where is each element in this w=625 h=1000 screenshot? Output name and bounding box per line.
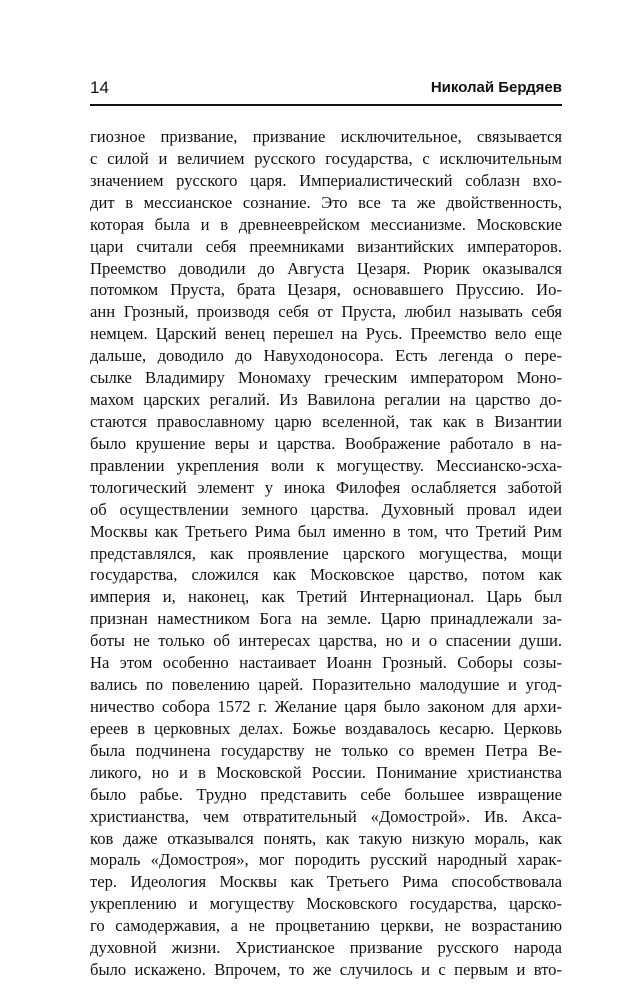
text-line: тологический элемент у инока Филофея ослабляется заботой [90,477,562,497]
text-line: было искажено. Впрочем, то же случилось и с первым и вто- [90,960,562,980]
text-line: гиозное призвание, призвание исключительное, связывается [90,127,562,146]
text-line: ничество собора 1572 г. Желание царя было законом для архи- [90,696,562,716]
text-line: правлении укрепления воли к могуществу. Мессианско-эсха- [90,455,562,475]
text-line: была подчинена государству не только со времен Петра Ве- [90,740,562,760]
text-line: потомком Пруста, брата Цезаря, основавшего Пруссию. Ио- [90,280,562,300]
text-line: духовной жизни. Христианское призвание русского народа [90,938,562,958]
running-head [90,78,562,100]
text-line: дальше, доводило до Навуходоносора. Есть легенда о пере- [90,346,562,366]
text-line: государства, сложился как Московское царство, потом как [90,565,562,585]
text-line: На этом особенно настаивает Иоанн Грозный. Соборы созы- [90,653,562,673]
text-line: немцем. Царский венец перешел на Русь. Преемство вело еще [90,324,562,344]
header-rule [90,104,562,106]
text-line: анн Грозный, производя себя от Пруста, любил называть себя [90,302,562,322]
text-line: ликого, но и в Московской России. Понимание христианства [90,762,562,782]
text-line: представлялся, как проявление царского могущества, мощи [90,543,562,563]
text-line: об осуществлении земного царства. Духовный провал идеи [90,499,562,519]
page-number: 14 [90,78,109,97]
text-line: стаются православному царю вселенной, так как в Византии [90,411,562,431]
text-line: сылке Владимиру Мономаху греческим императором Моно- [90,368,562,388]
text-line: укреплению и могуществу Московского государства, царско- [90,894,562,914]
running-head-author: Николай Бердяев [430,79,562,96]
text-line: махом царских регалий. Из Вавилона регалии на царство до- [90,390,562,410]
text-line: Преемство доводили до Августа Цезаря. Рюрик оказывался [90,258,562,278]
text-line: было рабье. Трудно представить себе большее извращение [90,784,562,804]
text-line: ереев в церковных делах. Божье воздавалось кесарю. Церковь [90,718,562,738]
text-line: вались по повелению царей. Поразительно малодушие и угод- [90,675,562,695]
text-line: значением русского царя. Империалистический соблазн вхо- [90,170,562,190]
body-text [90,126,562,981]
text-line: которая была и в древнееврейском мессианизме. Московские [90,214,562,234]
text-line: цари считали себя преемниками византийских императоров. [90,236,562,256]
text-line: христианства, чем отвратительный «Домострой». Ив. Акса- [90,806,562,826]
text-line: го самодержавия, а не процветанию церкви, не возрастанию [90,916,562,936]
text-line: признан наместником Бога на земле. Царю принадлежали за- [90,609,562,629]
text-line: боты не только об интересах царства, но и о спасении души. [90,631,562,651]
text-line: тер. Идеология Москвы как Третьего Рима способствовала [90,872,562,892]
text-line: дит в мессианское сознание. Это все та же двойственность, [90,192,562,212]
text-line: с силой и величием русского государства, с исключительным [90,148,562,168]
text-line: империя и, наконец, как Третий Интернационал. Царь был [90,587,562,607]
text-line: ков даже отказывался понять, как такую низкую мораль, как [90,828,562,848]
text-line: мораль «Домостроя», мог породить русский народный харак- [90,850,562,870]
text-line: было крушение веры и царства. Воображение работало в на- [90,433,562,453]
text-line: Москвы как Третьего Рима был именно в том, что Третий Рим [90,521,562,541]
